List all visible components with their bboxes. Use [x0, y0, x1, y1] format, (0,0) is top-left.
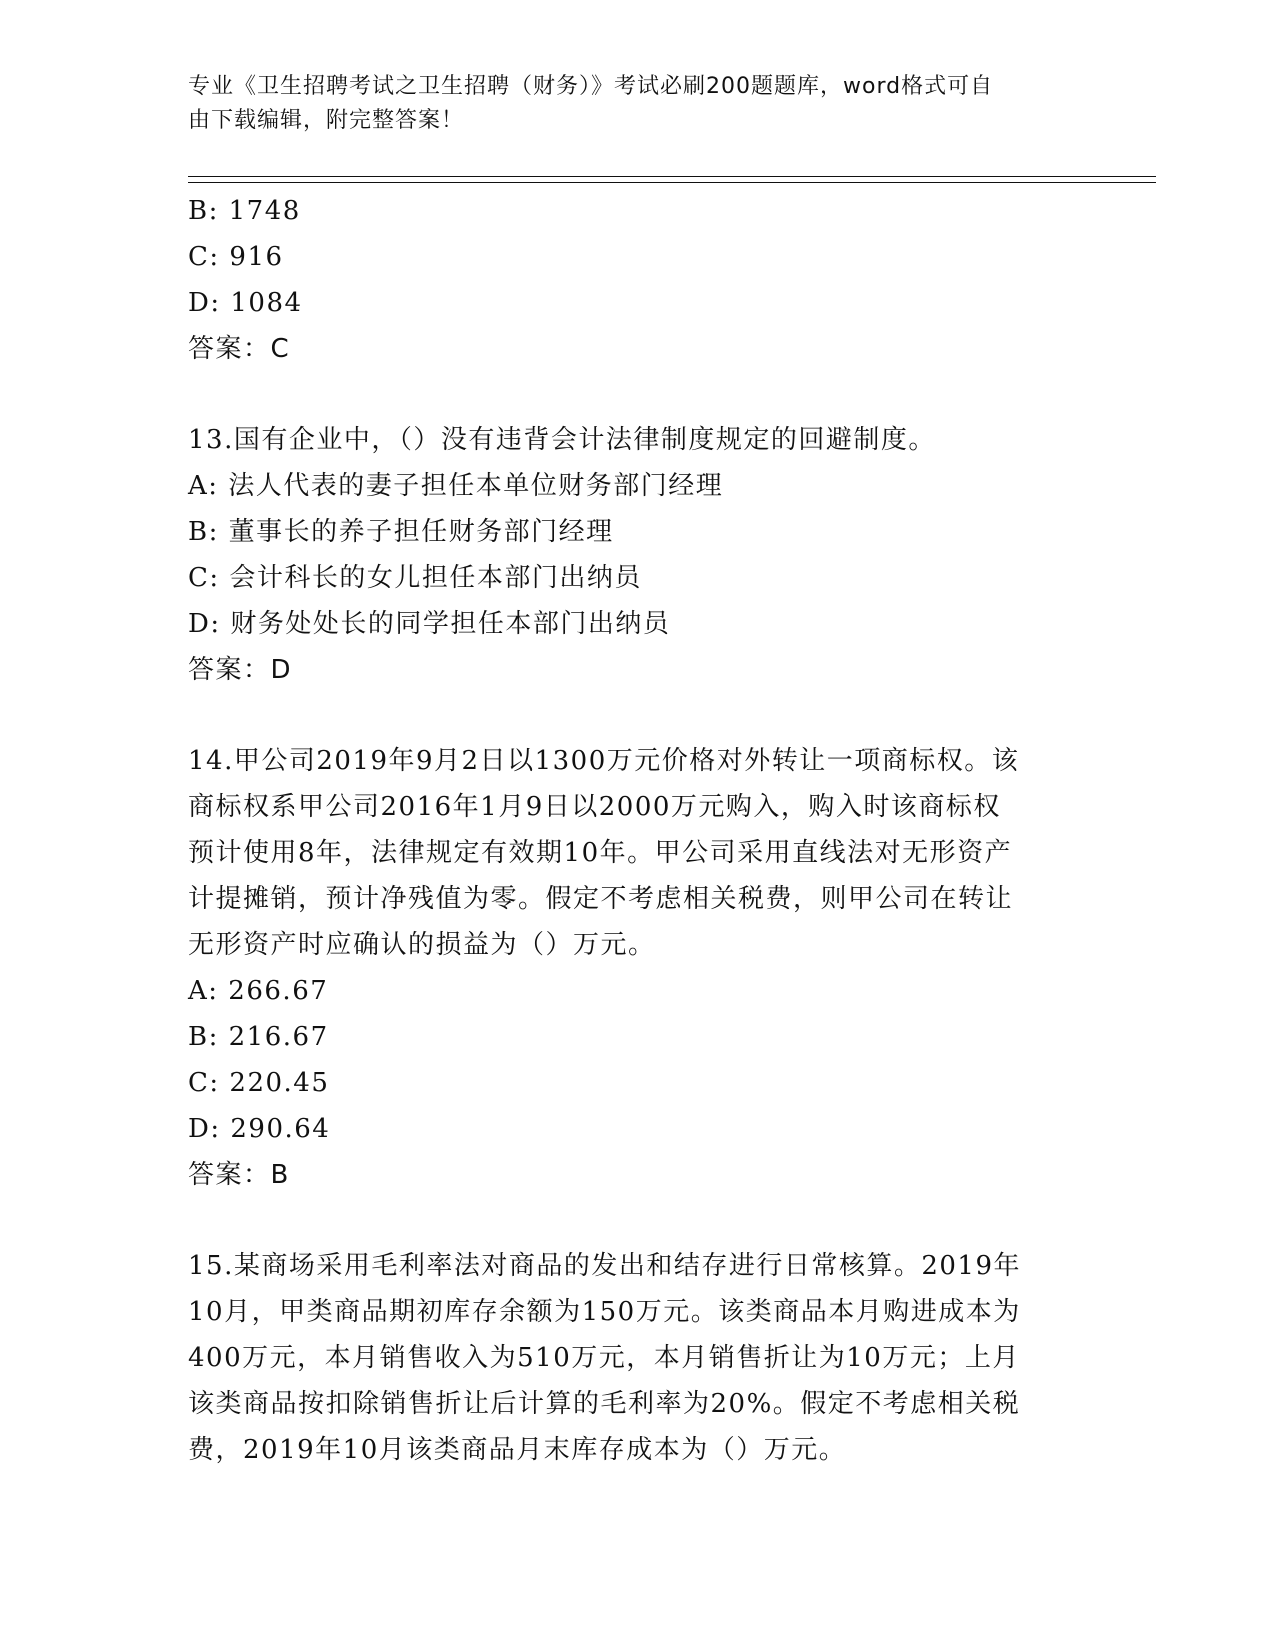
- question-spacer: [188, 1198, 1088, 1243]
- question-list: [188, 188, 1088, 1473]
- question-spacer: [188, 372, 1088, 417]
- header-divider-bottom: [188, 182, 1156, 183]
- option-c: C: 会计科长的女儿担任本部门出纳员: [188, 563, 642, 593]
- question-stem-line: 费，2019年10月该类商品月末库存成本为（）万元。: [188, 1435, 847, 1465]
- option-b: B: 董事长的养子担任财务部门经理: [188, 517, 614, 547]
- question-stem-line: 400万元，本月销售收入为510万元，本月销售折让为10万元；上月: [188, 1343, 1020, 1373]
- question-14: [188, 738, 1088, 1198]
- answer-line: 答案：B: [188, 1160, 290, 1190]
- question-stem-line: 15.某商场采用毛利率法对商品的发出和结存进行日常核算。2019年: [188, 1251, 1022, 1281]
- header-line-2: 由下载编辑，附完整答案！: [188, 108, 465, 133]
- question-stem-line: 预计使用8年，法律规定有效期10年。甲公司采用直线法对无形资产: [188, 838, 1013, 868]
- question-stem-line: 13.国有企业中，（）没有违背会计法律制度规定的回避制度。: [188, 425, 936, 455]
- header-line-1: 专业《卫生招聘考试之卫生招聘（财务）》考试必刷200题题库，word格式可自: [188, 74, 994, 99]
- question-stem-line: 商标权系甲公司2016年1月9日以2000万元购入，购入时该商标权: [188, 792, 1001, 822]
- option-b: B: 216.67: [188, 1022, 329, 1052]
- option-c: C: 220.45: [188, 1068, 330, 1098]
- question-13: [188, 417, 1088, 693]
- answer-line: 答案：D: [188, 655, 293, 685]
- option-a: A: 266.67: [188, 976, 329, 1006]
- option-b: B: 1748: [188, 196, 301, 226]
- question-stem-line: 计提摊销，预计净残值为零。假定不考虑相关税费，则甲公司在转让: [188, 884, 1014, 914]
- option-d: D: 290.64: [188, 1114, 331, 1144]
- question-stem-line: 10月，甲类商品期初库存余额为150万元。该类商品本月购进成本为: [188, 1297, 1021, 1327]
- question-stem-line: 14.甲公司2019年9月2日以1300万元价格对外转让一项商标权。该: [188, 746, 1020, 776]
- question-stem-line: 无形资产时应确认的损益为（）万元。: [188, 930, 656, 960]
- option-d: D: 财务处处长的同学担任本部门出纳员: [188, 609, 671, 639]
- question-stem-line: 该类商品按扣除销售折让后计算的毛利率为20%。假定不考虑相关税: [188, 1389, 1021, 1419]
- option-d: D: 1084: [188, 288, 303, 318]
- header-divider-top: [188, 176, 1156, 177]
- option-a: A: 法人代表的妻子担任本单位财务部门经理: [188, 471, 724, 501]
- option-c: C: 916: [188, 242, 284, 272]
- question-12-tail: [188, 188, 1088, 372]
- question-spacer: [188, 693, 1088, 738]
- question-15: [188, 1243, 1088, 1473]
- document-header: [188, 70, 1068, 138]
- answer-line: 答案：C: [188, 334, 291, 364]
